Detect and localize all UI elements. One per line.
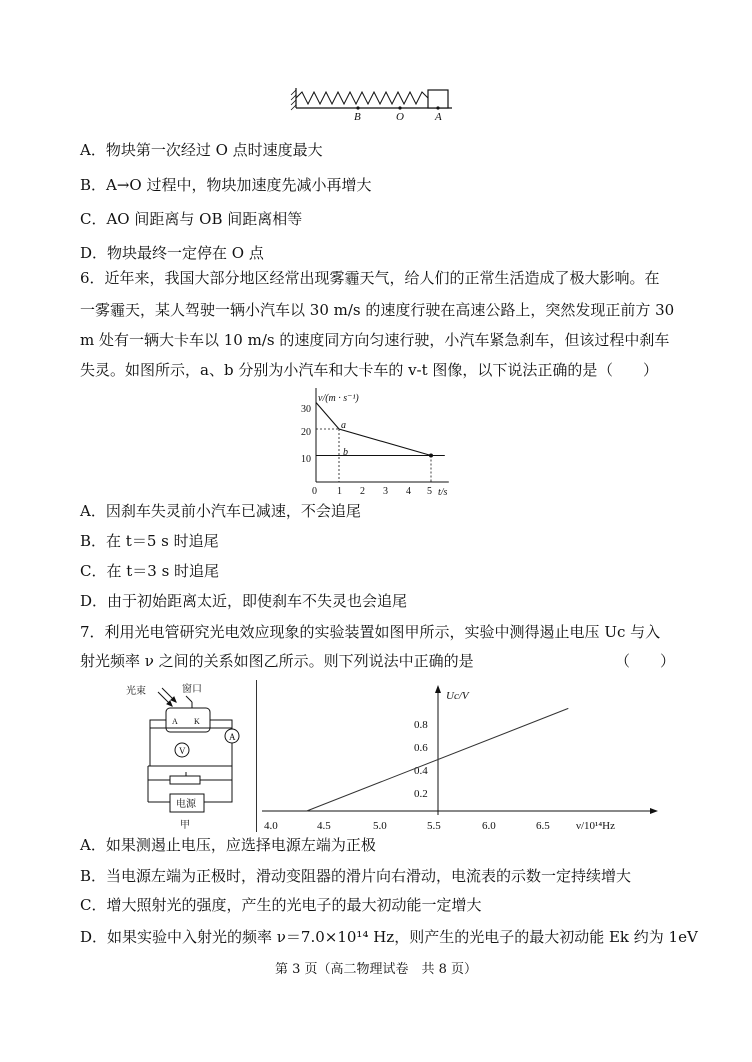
tick-label: 0.2 <box>414 788 428 800</box>
point-label-o: O <box>396 111 404 123</box>
tick-label: 5.5 <box>427 820 441 831</box>
light-beam-label: 光束 <box>126 686 146 697</box>
tick-label: 0.6 <box>414 742 428 754</box>
q6-answer-bracket: （ ） <box>598 361 659 379</box>
tick-label: 4.5 <box>317 820 331 831</box>
tick-label: 4 <box>406 486 411 497</box>
tick-label: 6.0 <box>482 820 496 831</box>
q6-stem-line: 6．近年来，我国大部分地区经常出现雾霾天气，给人们的正常生活造成了极大影响。在 <box>80 269 660 287</box>
voltmeter-label: V <box>179 746 186 756</box>
q6-option-d: D．由于初始距离太近，即使刹车不失灵也会追尾 <box>80 592 408 610</box>
tube-label-k: K <box>194 717 200 726</box>
y-axis-label: v/(m · s⁻¹) <box>318 393 359 404</box>
tick-label: 2 <box>360 486 365 497</box>
q7-option-d: D．如果实验中入射光的频率 ν＝7.0×10¹⁴ Hz，则产生的光电子的最大初动能 Ek 约为 1eV <box>80 928 698 946</box>
tick-label: 5.0 <box>373 820 387 831</box>
q6-stem-line: 一雾霾天，某人驾驶一辆小汽车以 30 m/s 的速度行驶在高速公路上，突然发现正前方 30 <box>80 301 675 319</box>
q5-option-d: D．物块最终一定停在 O 点 <box>80 244 264 262</box>
tick-label: 0.4 <box>414 765 428 777</box>
y-axis-label: Uc/V <box>446 690 469 702</box>
spring-block-figure <box>290 84 460 124</box>
q6-option-b: B．在 t＝5 s 时追尾 <box>80 532 219 550</box>
power-supply-label: 电源 <box>176 799 196 810</box>
point-label-b: B <box>354 111 361 123</box>
series-label-b: b <box>343 447 348 458</box>
ammeter-label: A <box>229 732 236 742</box>
tube-label-a: A <box>172 717 178 726</box>
x-axis-label: ν/10¹⁴Hz <box>576 820 615 831</box>
q7-stem-line: 射光频率 ν 之间的关系如图乙所示。则下列说法中正确的是 <box>80 652 474 670</box>
circuit-diagram <box>120 680 260 832</box>
vt-chart <box>296 388 466 498</box>
q6-stem-line: 失灵。如图所示，a、b 分别为小汽车和大卡车的 v-t 图像，以下说法正确的是 <box>80 361 598 379</box>
q7-option-c: C．增大照射光的强度，产生的光电子的最大初动能一定增大 <box>80 896 482 914</box>
origin-label: 0 <box>312 486 317 497</box>
figure-divider <box>256 680 257 832</box>
tick-label: 20 <box>301 427 311 438</box>
point-label-a: A <box>435 111 442 123</box>
series-label-a: a <box>341 420 346 431</box>
q5-option-b: B．A→O 过程中，物块加速度先减小再增大 <box>80 176 372 194</box>
spring <box>296 92 428 104</box>
tick-label: 10 <box>301 454 311 465</box>
x-axis-label: t/s <box>438 487 448 498</box>
tick-label: 4.0 <box>264 820 278 831</box>
block <box>428 90 448 108</box>
q7-option-b: B．当电源左端为正极时，滑动变阻器的滑片向右滑动，电流表的示数一定持续增大 <box>80 867 632 885</box>
q6-stem-line: m 处有一辆大卡车以 10 m/s 的速度同方向匀速行驶，小汽车紧急刹车，但该过程中刹车 <box>80 331 670 349</box>
q5-option-c: C．AO 间距离与 OB 间距离相等 <box>80 210 303 228</box>
q6-option-a: A．因刹车失灵前小汽车已减速，不会追尾 <box>80 502 361 520</box>
page-footer: 第 3 页（高二物理试卷 共 8 页） <box>274 962 478 977</box>
q7-answer-bracket: （ ） <box>615 652 676 670</box>
tick-label: 5 <box>427 486 432 497</box>
uc-frequency-chart <box>262 683 662 831</box>
figure-caption-jia: 甲 <box>180 820 190 831</box>
tick-label: 6.5 <box>536 820 550 831</box>
tick-label: 0.8 <box>414 719 428 731</box>
x-axis-arrow <box>650 808 658 814</box>
tick-label: 1 <box>337 486 342 497</box>
y-axis-arrow <box>435 685 441 693</box>
tick-label: 30 <box>301 404 311 415</box>
q6-option-c: C．在 t＝3 s 时追尾 <box>80 562 220 580</box>
q7-stem-line: 7．利用光电管研究光电效应现象的实验装置如图甲所示，实验中测得遏止电压 Uc 与入 <box>80 623 661 641</box>
window-label: 窗口 <box>182 684 202 695</box>
q7-option-a: A．如果测遏止电压，应选择电源左端为正极 <box>80 836 376 854</box>
tick-label: 3 <box>383 486 388 497</box>
q5-option-a: A．物块第一次经过 O 点时速度最大 <box>80 141 323 159</box>
intersection-point <box>429 454 433 458</box>
